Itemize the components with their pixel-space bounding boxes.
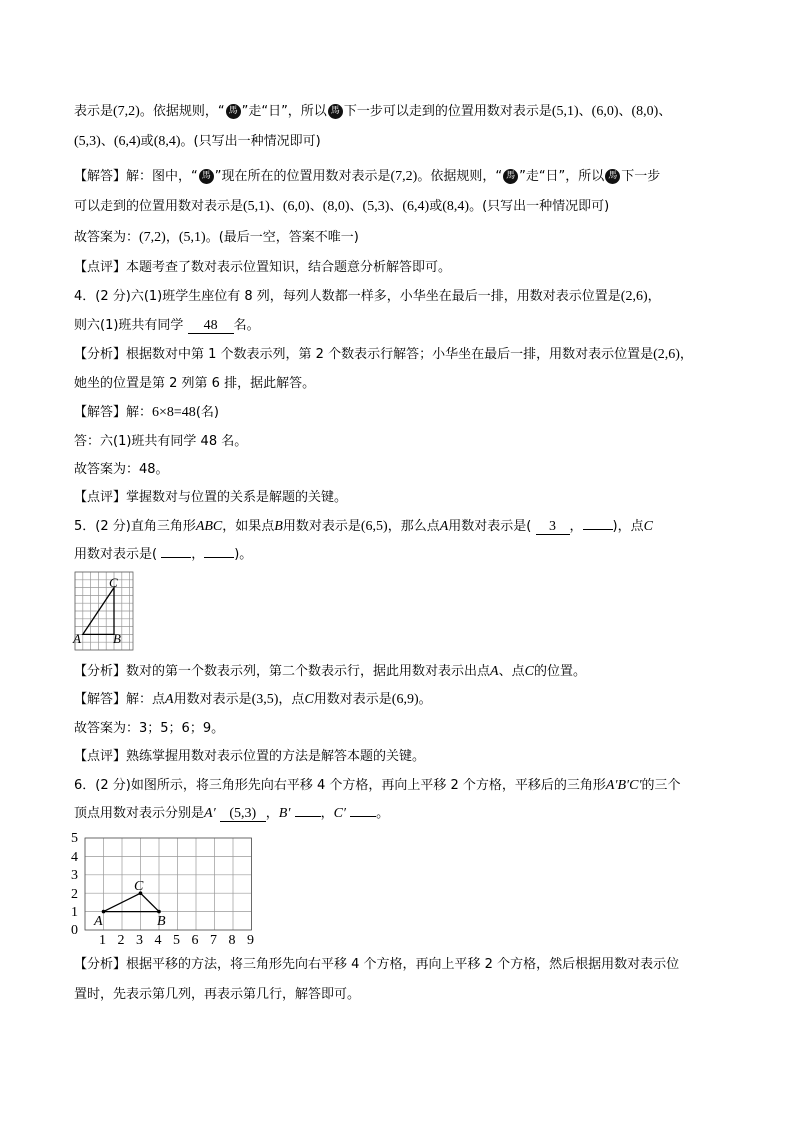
math: B	[274, 519, 283, 534]
math: A′	[204, 806, 216, 821]
text: ，	[679, 347, 693, 362]
text: 。依据规则，“	[417, 169, 503, 184]
pair: (7,2)	[139, 230, 166, 245]
text: 用数对表示是	[282, 519, 361, 534]
text: ，那么点	[387, 519, 440, 534]
text: 。(只写出一种情况即可)	[180, 134, 321, 149]
text: 则六(1)班共有同学	[74, 318, 184, 333]
answer-blank[interactable]: 48	[188, 318, 234, 334]
pair: (2,6)	[653, 347, 680, 362]
text: 或	[429, 199, 443, 214]
math: A	[165, 692, 174, 707]
text: 、	[578, 104, 592, 119]
q4-stem-line1	[74, 287, 661, 307]
math: B′	[278, 806, 291, 821]
x-tick-label: 2	[117, 933, 125, 948]
q6-stem-line2	[74, 804, 389, 824]
q3-answer-line2	[74, 132, 321, 152]
math: C′	[333, 806, 346, 821]
text: 下一步可以走到的位置用数对表示是	[343, 104, 552, 119]
pair: (6,0)	[282, 199, 310, 214]
text: 、点	[498, 664, 525, 679]
q6-analysis-line1: 【分析】根据平移的方法，将三角形先向右平移 4 个方格，再向上平移 2 个方格，然后根据用数对表示位	[74, 957, 680, 972]
horse-icon: 馬	[226, 104, 241, 119]
x-tick-label: 6	[191, 933, 199, 948]
text: 【分析】根据数对中第 1 个数表示列，第 2 个数表示行解答；小华坐在最后一排，用数对表示位置是	[74, 347, 654, 362]
pair: (3,5)	[251, 692, 279, 707]
text: 5．(2 分)直角三角形	[74, 519, 196, 534]
q5-solution	[74, 690, 432, 710]
text: 用数对表示是	[313, 692, 392, 707]
text: 、	[309, 199, 323, 214]
q4-stem-line2	[74, 316, 260, 336]
pair: (5,1)	[243, 199, 270, 214]
q6-stem-line1	[74, 776, 681, 796]
q5-analysis	[74, 662, 586, 682]
pair: (8,4)	[153, 134, 181, 149]
pair: (6,4)	[113, 134, 141, 149]
x-tick-label: 9	[247, 933, 254, 948]
pair: (6,4)	[402, 199, 430, 214]
text: ，点	[278, 692, 305, 707]
answer-blank[interactable]: (5,3)	[220, 806, 266, 822]
q4-solution	[74, 403, 219, 423]
q3-solution-line2	[74, 197, 609, 217]
pair: (6,5)	[360, 519, 388, 534]
text: 、	[389, 199, 403, 214]
q3-answer-line1	[74, 102, 671, 122]
text: 【解答】解：图中，“	[74, 169, 198, 184]
answer-blank[interactable]	[350, 816, 376, 817]
q5-stem-line1	[74, 517, 653, 537]
answer-blank[interactable]: 3	[536, 519, 570, 535]
answer-blank[interactable]	[583, 529, 613, 530]
pair: (5,3)	[362, 199, 390, 214]
q4-analysis-line1	[74, 345, 693, 365]
vertex-label-b: B	[157, 914, 166, 929]
text: 。	[418, 692, 432, 707]
text: 、	[618, 104, 632, 119]
y-tick-label: 4	[71, 850, 78, 865]
x-tick-label: 1	[99, 933, 106, 948]
text: ，	[165, 230, 179, 245]
pair: (7,2)	[113, 104, 140, 119]
math: C	[304, 692, 314, 707]
text: ”现在所在的位置用数对表示是	[214, 169, 391, 184]
text: 表示是	[74, 104, 114, 119]
vertex-label-a: A	[73, 631, 81, 646]
y-tick-label: 0	[71, 923, 78, 938]
text: ”走“日”，所以	[519, 169, 605, 184]
text: ，如果点	[222, 519, 275, 534]
q4-review: 【点评】掌握数对与位置的关系是解题的关键。	[74, 490, 348, 505]
math: A′B′C′	[605, 778, 642, 793]
horse-icon: 馬	[199, 169, 214, 184]
point-a	[102, 910, 106, 914]
pair: (5,1)	[551, 104, 579, 119]
point-b	[157, 910, 161, 914]
q6-analysis-line2: 置时，先表示第几列，再表示第几行，解答即可。	[74, 987, 361, 1002]
pair: (6,0)	[591, 104, 619, 119]
q6-grid-figure	[68, 830, 258, 948]
pair: (6,9)	[391, 692, 419, 707]
text: )，点	[612, 519, 644, 534]
q3-solution-line1	[74, 167, 660, 187]
text: ，	[647, 289, 661, 304]
pair: (2,6)	[620, 289, 648, 304]
text: 的位置。	[533, 664, 586, 679]
text: 。依据规则，“	[139, 104, 225, 119]
math: A	[490, 664, 499, 679]
text: 【分析】数对的第一个数表示列，第二个数表示行，据此用数对表示出点	[74, 664, 491, 679]
q5-review: 【点评】熟练掌握用数对表示位置的方法是解答本题的关键。	[74, 749, 426, 764]
text: 用数对表示是(	[74, 547, 158, 562]
math: C	[524, 664, 534, 679]
answer-blank[interactable]	[295, 816, 321, 817]
text: 【解答】解：	[74, 405, 153, 420]
q4-analysis-line2: 她坐的位置是第 2 列第 6 排，据此解答。	[74, 376, 316, 391]
text: 用数对表示是(	[448, 519, 532, 534]
x-tick-label: 3	[136, 933, 143, 948]
text: 用数对表示是	[173, 692, 252, 707]
text: 名。	[233, 318, 260, 333]
q5-grid-figure	[72, 571, 136, 653]
text: 可以走到的位置用数对表示是	[74, 199, 244, 214]
text: (名)	[195, 405, 219, 420]
pair: (5,3)	[74, 134, 101, 149]
q5-stem-line2	[74, 545, 252, 565]
text: 、	[658, 104, 672, 119]
math: A	[439, 519, 449, 534]
text: 。(只写出一种情况即可)	[469, 199, 610, 214]
y-tick-label: 3	[71, 868, 78, 883]
math: C	[643, 519, 653, 534]
text: 下一步	[621, 169, 661, 184]
q5-answer-summary: 故答案为：3；5；6；9。	[74, 721, 225, 736]
y-tick-label: 1	[71, 905, 78, 920]
vertex-label-a: A	[94, 914, 103, 929]
q4-answer-summary: 故答案为：48。	[74, 462, 169, 477]
text: )。	[234, 547, 253, 562]
text: ，	[191, 547, 205, 562]
x-tick-label: 4	[154, 933, 162, 948]
pair: (8,0)	[631, 104, 659, 119]
pair: (7,2)	[390, 169, 418, 184]
y-tick-label: 5	[71, 831, 78, 846]
pair: (5,1)	[178, 230, 206, 245]
text: 、	[269, 199, 283, 214]
q4-answer: 答：六(1)班共有同学 48 名。	[74, 434, 248, 449]
q3-answer-summary	[74, 228, 359, 248]
text: 6．(2 分)如图所示，将三角形先向右平移 4 个方格，再向上平移 2 个方格，平移后的三角形	[74, 778, 606, 793]
text: 。	[376, 806, 390, 821]
horse-icon: 馬	[605, 169, 620, 184]
text: ”走“日”，所以	[241, 104, 327, 119]
text: 顶点用数对表示分别是	[74, 806, 205, 821]
text: 。(最后一空，答案不唯一)	[205, 230, 359, 245]
formula: 6×8=48	[152, 405, 196, 420]
answer-blank[interactable]	[204, 557, 234, 558]
y-tick-label: 2	[71, 887, 78, 902]
triangle-abc	[104, 893, 160, 911]
text: 或	[140, 134, 154, 149]
text: ，	[569, 519, 583, 534]
x-tick-label: 7	[210, 933, 217, 948]
text: ，	[265, 806, 279, 821]
x-tick-label: 8	[228, 933, 236, 948]
vertex-label-b: B	[113, 631, 121, 646]
x-tick-label: 5	[173, 933, 180, 948]
text: 4．(2 分)六(1)班学生座位有 8 列，每列人数都一样多，小华坐在最后一排，用数对表示位置是	[74, 289, 621, 304]
text: 、	[100, 134, 114, 149]
text: 、	[349, 199, 363, 214]
answer-blank[interactable]	[161, 557, 191, 558]
vertex-label-c: C	[109, 575, 118, 590]
pair: (8,4)	[442, 199, 470, 214]
horse-icon: 馬	[328, 104, 343, 119]
text: 故答案为：	[74, 230, 140, 245]
text: ，	[320, 806, 334, 821]
text: 的三个	[641, 778, 681, 793]
q3-review: 【点评】本题考查了数对表示位置知识，结合题意分析解答即可。	[74, 260, 452, 275]
horse-icon: 馬	[503, 169, 518, 184]
math: ABC	[195, 519, 223, 534]
text: 【解答】解：点	[74, 692, 166, 707]
vertex-label-c: C	[134, 879, 144, 894]
pair: (8,0)	[322, 199, 350, 214]
